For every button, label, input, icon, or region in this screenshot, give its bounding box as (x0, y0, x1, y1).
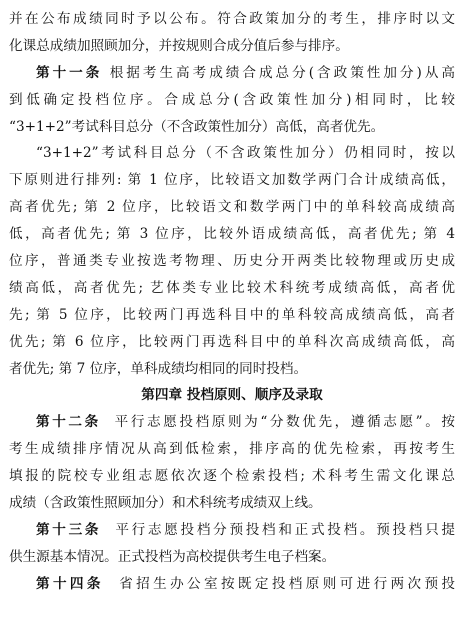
text-line: “3+1+2”考试科目总分（不含政策性加分）高低，高者优先。 (9, 118, 385, 135)
article-13-line (9, 517, 455, 544)
article-11-line (9, 60, 455, 87)
text-line: 并在公布成绩同时予以公布。符合政策加分的考生，排序时以文 (9, 11, 455, 27)
text-line: “3+1+2”考试科目总分（不含政策性加分）仍相同时，按以 (36, 145, 455, 162)
article-12-text: 平行志愿投档原则为“分数优先，遵循志愿”。按 (114, 414, 455, 431)
text-line: 下原则进行排列: 第 1 位序，比较语文加数学两门合计成绩高低， (9, 172, 455, 189)
text-line: 优先; 第 6 位序，比较两门再选科目中的单科次高成绩高低，高 (9, 333, 455, 350)
article-14-text: 省招生办公室按既定投档原则可进行两次预投 (119, 575, 455, 592)
text-line: 高者优先; 第 2 位序，比较语文和数学两门中的单科较高成绩高 (9, 199, 455, 216)
article-13-text: 平行志愿投档分预投档和正式投档。预投档只提 (115, 521, 455, 538)
article-12-line (9, 409, 455, 436)
chapter-heading: 第四章 投档原则、顺序及录取 (141, 387, 323, 404)
text-line: 供生源基本情况。正式投档为高校提供考生电子档案。 (9, 548, 336, 565)
text-line: 化课总成绩加照顾加分，并按规则合成分值后参与排序。 (9, 37, 349, 54)
text-line: 位序，普通类专业按选考物理、历史分开两类比较物理或历史成 (9, 253, 455, 270)
article-13-label: 第十三条 (36, 521, 102, 538)
article-14-line (9, 571, 455, 598)
article-11-label: 第十一条 (36, 64, 103, 81)
text-line: 低，高者优先; 第 3 位序，比较外语成绩高低，高者优先; 第 4 (9, 226, 455, 243)
article-14-label: 第十四条 (36, 575, 104, 592)
text-line: 考生成绩排序情况从高到低检索，排序高的优先检索，再按考生 (9, 441, 455, 458)
text-line: 绩高低，高者优先; 艺体类专业比较术科统考成绩高低，高者优 (9, 279, 455, 296)
text-line: 填报的院校专业组志愿依次逐个检索投档; 术科考生需文化课总 (9, 468, 455, 485)
text-line: 成绩（含政策性照顾加分）和术科统考成绩双上线。 (9, 495, 322, 512)
text-line: 到低确定投档位序。合成总分(含政策性加分)相同时，比较 (9, 91, 455, 108)
text-line: 者优先; 第 7 位序，单科成绩均相同的同时投档。 (9, 360, 308, 377)
text-line: 先; 第 5 位序，比较两门再选科目中的单科较高成绩高低，高者 (9, 306, 455, 323)
article-12-label: 第十二条 (36, 414, 101, 431)
article-11-text: 根据考生高考成绩合成总分(含政策性加分)从高 (109, 64, 455, 81)
